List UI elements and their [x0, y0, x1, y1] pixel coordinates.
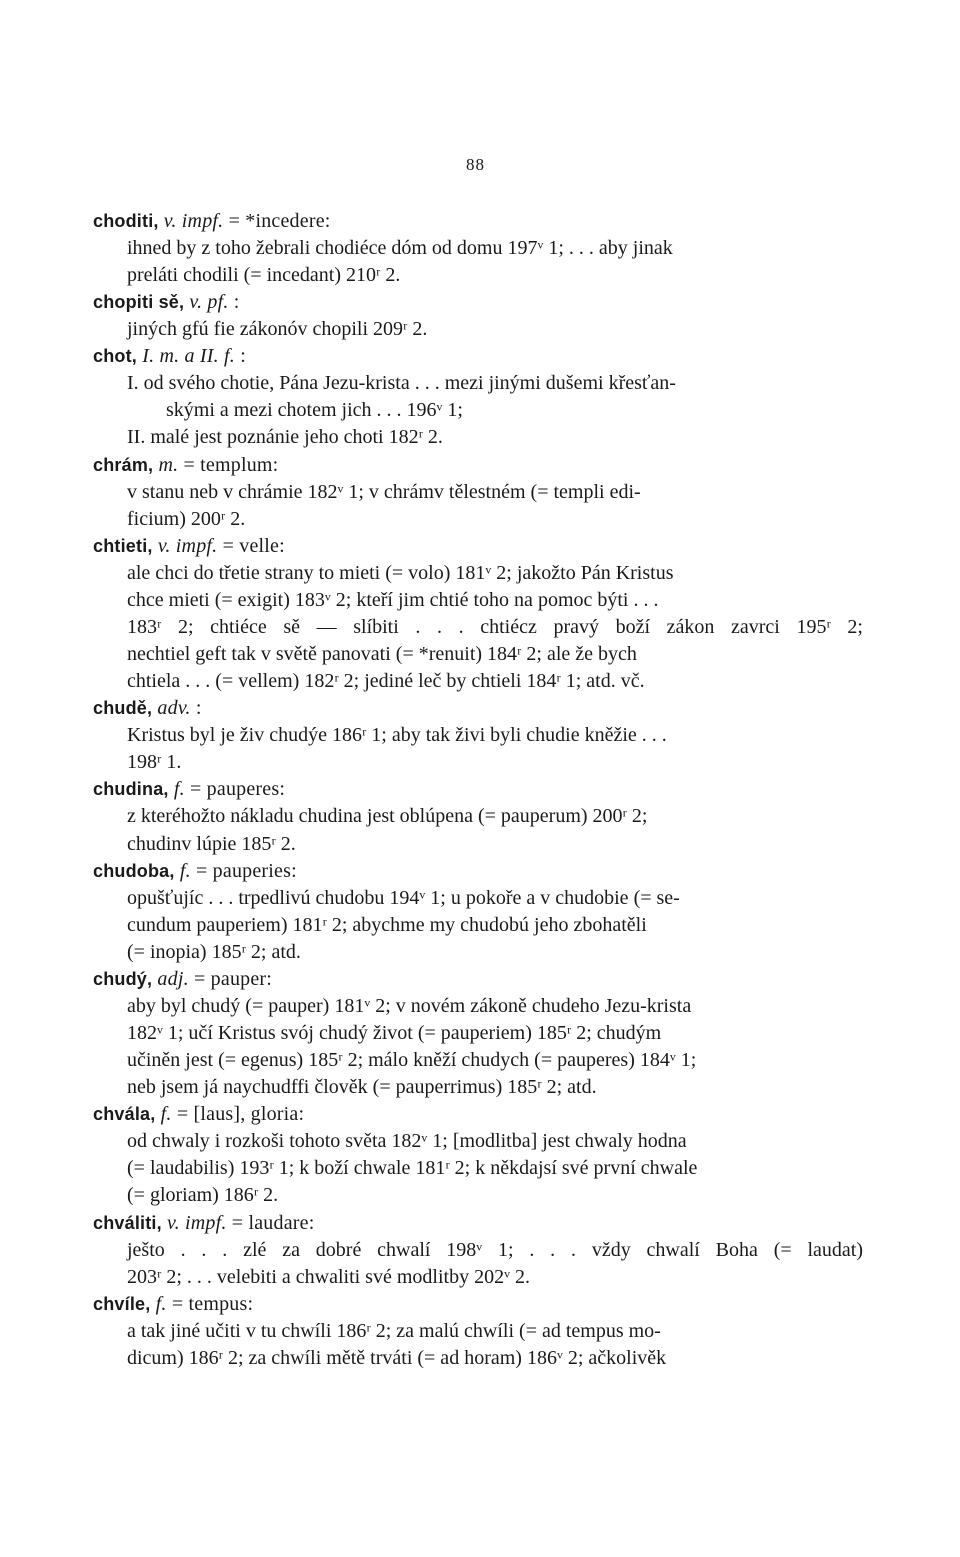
dictionary-entry	[93, 1101, 863, 1209]
dictionary-entry	[93, 1210, 863, 1291]
headword: chudina,	[93, 779, 169, 800]
dictionary-entry	[93, 208, 863, 289]
headword: chudě,	[93, 698, 153, 719]
latin-equivalent: = velle:	[222, 534, 285, 557]
latin-equivalent: = templum:	[183, 453, 279, 476]
dictionary-entry	[93, 858, 863, 966]
citation-line: chudinv lúpie 185ʳ 2.	[127, 832, 296, 855]
entry-head	[93, 1210, 863, 1237]
grammar-label: I. m. a II. f.	[142, 345, 235, 368]
citation-line: chce mieti (= exigit) 183ᵛ 2; kteří jim chtié toho na pomoc býti . . .	[127, 588, 659, 611]
dictionary-entries	[93, 208, 863, 1372]
headword: chot,	[93, 346, 137, 367]
entry-head	[93, 1101, 863, 1128]
latin-equivalent: :	[240, 345, 246, 368]
grammar-label: v. impf.	[157, 534, 218, 557]
entry-head	[93, 533, 863, 560]
citation-line: ihned by z toho žebrali chodiéce dóm od domu 197ᵛ 1; . . . aby jinak	[127, 237, 673, 259]
grammar-label: f.	[179, 859, 191, 882]
grammar-label: adv.	[157, 697, 191, 720]
latin-equivalent: = pauperies:	[195, 859, 297, 882]
entry-head	[93, 1291, 863, 1318]
latin-equivalent: = pauper:	[193, 967, 273, 990]
entry-head	[93, 695, 863, 722]
dictionary-entry	[93, 776, 863, 857]
citation-line: opušťujíc . . . trpedlivú chudobu 194ᵛ 1; u pokoře a v chudobie (= se-	[127, 886, 680, 909]
citation-line: jiných gfú fie zákonóv chopili 209ʳ 2.	[127, 318, 428, 341]
latin-equivalent: :	[195, 697, 202, 720]
citation-line: 203ʳ 2; . . . velebiti a chwaliti své modlitby 202ᵛ 2.	[127, 1265, 530, 1288]
headword: chvíle,	[93, 1293, 151, 1314]
citation-line: Kristus byl je živ chudýe 186ʳ 1; aby tak živi byli chudie kněžie . . .	[127, 724, 667, 747]
headword: chváliti,	[93, 1212, 162, 1233]
headword: chudoba,	[93, 860, 175, 881]
grammar-label: f.	[173, 778, 185, 801]
citation-line: skými a mezi chotem jich . . . 196ᵛ 1;	[166, 399, 463, 422]
citation-line: (= laudabilis) 193ʳ 1; k boží chwale 181ʳ 2; k někdajsí své první chwale	[127, 1157, 698, 1180]
citation-line: z kteréhožto nákladu chudina jest oblúpena (= pauperum) 200ʳ 2;	[127, 805, 648, 828]
page-number: 88	[466, 155, 485, 174]
citation-line: učiněn jest (= egenus) 185ʳ 2; málo kněží chudych (= pauperes) 184ᵛ 1;	[127, 1049, 697, 1072]
citation-line: neb jsem já naychudffi člověk (= pauperrimus) 185ʳ 2; atd.	[127, 1076, 597, 1099]
grammar-label: adj.	[157, 967, 189, 990]
headword: chrám,	[93, 454, 154, 475]
citation-line: od chwaly i rozkoši tohoto světa 182ᵛ 1; [modlitba] jest chwaly hodna	[127, 1130, 687, 1153]
grammar-label: f.	[155, 1292, 167, 1315]
grammar-label: v. pf.	[189, 291, 229, 314]
dictionary-entry	[93, 966, 863, 1101]
citation-line: a tak jiné učiti v tu chwíli 186ʳ 2; za malú chwíli (= ad tempus mo-	[127, 1319, 661, 1342]
citation-line: 198ʳ 1.	[127, 751, 182, 774]
entry-head	[93, 343, 863, 370]
citation-line: cundum pauperiem) 181ʳ 2; abychme my chudobú jeho zbohatěli	[127, 913, 647, 936]
citation-line: I. od svého chotie, Pána Jezu-krista . . . mezi jinými dušemi křesťan-	[127, 372, 676, 395]
latin-equivalent: :	[233, 291, 240, 314]
entry-head	[93, 858, 863, 885]
entry-head	[93, 452, 863, 479]
dictionary-entry	[93, 1291, 863, 1372]
citation-line: II. malé jest poznánie jeho choti 182ʳ 2.	[127, 426, 443, 449]
citation-line: v stanu neb v chrámie 182ᵛ 1; v chrámv tělestném (= templi edi-	[127, 480, 641, 503]
entry-head	[93, 966, 863, 993]
grammar-label: m.	[158, 453, 179, 476]
grammar-label: f.	[160, 1103, 172, 1126]
citation-line: 183ʳ 2; chtiéce sě — slíbiti . . . chtiécz pravý boží zákon zavrci 195ʳ 2;	[127, 615, 863, 638]
entry-head	[93, 289, 863, 316]
dictionary-entry	[93, 289, 863, 343]
headword: chopiti sě,	[93, 292, 185, 313]
latin-equivalent: = [laus], gloria:	[176, 1103, 305, 1126]
citation-line: ješto . . . zlé za dobré chwalí 198ᵛ 1; . . . vždy chwalí Boha (= laudat)	[127, 1238, 863, 1261]
latin-equivalent: = tempus:	[171, 1292, 254, 1315]
citation-line: (= gloriam) 186ʳ 2.	[127, 1184, 279, 1207]
grammar-label: v. impf.	[167, 1211, 227, 1234]
dictionary-entry	[93, 533, 863, 695]
headword: chtieti,	[93, 535, 153, 556]
grammar-label: v. impf.	[163, 210, 224, 232]
dictionary-entry	[93, 695, 863, 776]
headword: choditi,	[93, 211, 159, 231]
dictionary-entry	[93, 452, 863, 533]
entry-head	[93, 776, 863, 803]
headword: chvála,	[93, 1104, 156, 1125]
citation-line: nechtiel geft tak v světě panovati (= *renuit) 184ʳ 2; ale že bych	[127, 643, 637, 666]
citation-line: aby byl chudý (= pauper) 181ᵛ 2; v novém zákoně chudeho Jezu-krista	[127, 994, 692, 1017]
citation-line: preláti chodili (= incedant) 210ʳ 2.	[127, 264, 401, 287]
citation-line: chtiela . . . (= vellem) 182ʳ 2; jediné leč by chtieli 184ʳ 1; atd. vč.	[127, 670, 645, 693]
citation-line: ficium) 200ʳ 2.	[127, 507, 246, 530]
entry-head	[93, 208, 863, 235]
latin-equivalent: = *incedere:	[228, 210, 331, 232]
citation-line: dicum) 186ʳ 2; za chwíli mětě trváti (= ad horam) 186ᵛ 2; ačkolivěk	[127, 1346, 667, 1369]
citation-line: 182ᵛ 1; učí Kristus svój chudý život (= pauperiem) 185ʳ 2; chudým	[127, 1021, 662, 1044]
latin-equivalent: = pauperes:	[189, 778, 286, 801]
dictionary-entry	[93, 343, 863, 451]
citation-line: (= inopia) 185ʳ 2; atd.	[127, 940, 301, 963]
citation-line: ale chci do třetie strany to mieti (= volo) 181ᵛ 2; jakožto Pán Kristus	[127, 561, 674, 584]
latin-equivalent: = laudare:	[231, 1211, 315, 1234]
headword: chudý,	[93, 968, 153, 989]
